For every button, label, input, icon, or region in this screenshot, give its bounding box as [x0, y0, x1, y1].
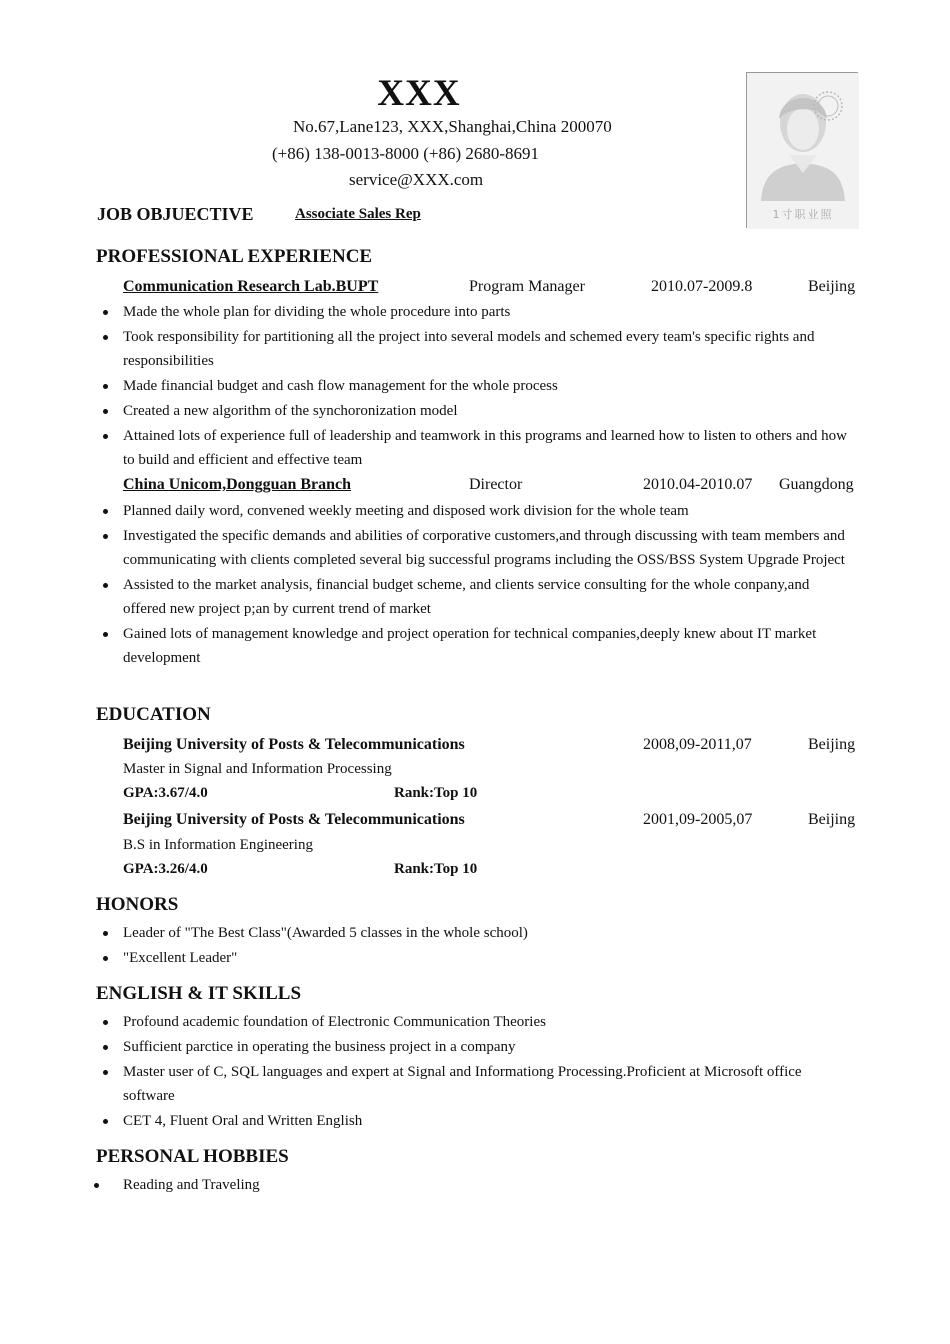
candidate-name: XXX: [377, 73, 461, 114]
address: No.67,Lane123, XXX,Shanghai,China 200070: [293, 117, 612, 136]
education-row: [0, 736, 950, 758]
skills-list: [103, 1010, 853, 1134]
education-row: [0, 811, 950, 833]
edu-place: Beijing: [808, 811, 856, 828]
job-row: [0, 278, 950, 300]
honors-heading: HONORS: [96, 894, 179, 915]
objective-heading: JOB OBJUECTIVE: [97, 204, 254, 224]
list-item: Leader of "The Best Class"(Awarded 5 classes in the whole school): [103, 921, 853, 945]
honors-list: [103, 921, 853, 971]
phone-numbers: (+86) 138-0013-8000 (+86) 2680-8691: [272, 144, 540, 163]
job-place: Guangdong: [779, 476, 854, 493]
hobbies-list: [94, 1173, 844, 1198]
objective-value: Associate Sales Rep: [295, 206, 421, 222]
list-item: Assisted to the market analysis, financial budget scheme, and clients service consulting for the whole conpany,and offered new project p;an by current trend of market: [103, 573, 853, 621]
job-dates: 2010.07-2009.8: [651, 278, 753, 295]
hobbies-heading: PERSONAL HOBBIES: [96, 1146, 289, 1167]
gpa: GPA:3.67/4.0: [123, 785, 208, 801]
edu-dates: 2001,09-2005,07: [643, 811, 753, 828]
job-role: Director: [469, 476, 523, 493]
school-name: Beijing University of Posts & Telecommunications: [123, 736, 465, 753]
job-bullets: [103, 300, 853, 473]
list-item: Sufficient parctice in operating the business project in a company: [103, 1035, 853, 1059]
gpa: GPA:3.26/4.0: [123, 861, 208, 877]
job-row: [0, 476, 950, 498]
list-item: Gained lots of management knowledge and project operation for technical companies,deeply knew about IT market development: [103, 622, 853, 670]
edu-place: Beijing: [808, 736, 856, 753]
list-item: "Excellent Leader": [103, 946, 853, 970]
edu-dates: 2008,09-2011,07: [643, 736, 752, 753]
list-item: Took responsibility for partitioning all the project into several models and schemed every team's specific rights and responsibilities: [103, 325, 853, 373]
list-item: Made the whole plan for dividing the whole procedure into parts: [103, 300, 853, 324]
list-item: Planned daily word, convened weekly meeting and disposed work division for the whole team: [103, 499, 853, 523]
list-item: Attained lots of experience full of leadership and teamwork in this programs and learned how to listen to others and how to build and efficient and effective team: [103, 424, 853, 472]
list-item: Made financial budget and cash flow management for the whole process: [103, 374, 853, 398]
rank: Rank:Top 10: [394, 861, 478, 877]
experience-heading: PROFESSIONAL EXPERIENCE: [96, 246, 373, 267]
email: service@XXX.com: [349, 170, 484, 189]
skills-heading: ENGLISH & IT SKILLS: [96, 983, 302, 1004]
degree: B.S in Information Engineering: [123, 837, 313, 853]
list-item: Master user of C, SQL languages and expert at Signal and Informationg Processing.Proficient at Microsoft office software: [103, 1060, 853, 1108]
job-dates: 2010.04-2010.07: [643, 476, 753, 493]
job-role: Program Manager: [469, 278, 585, 295]
education-heading: EDUCATION: [96, 704, 211, 725]
degree: Master in Signal and Information Processing: [123, 761, 392, 777]
list-item: Profound academic foundation of Electronic Communication Theories: [103, 1010, 853, 1034]
school-name: Beijing University of Posts & Telecommunications: [123, 811, 465, 828]
photo-placeholder: [746, 72, 858, 228]
rank: Rank:Top 10: [394, 785, 478, 801]
job-org: Communication Research Lab.BUPT: [123, 278, 379, 295]
job-org: China Unicom,Dongguan Branch: [123, 476, 352, 493]
job-place: Beijing: [808, 278, 856, 295]
list-item: Investigated the specific demands and abilities of corporative customers,and through discussing with team members and communicating with clients completed several big successful programs including the OSS/BSS System Upgrade Project: [103, 524, 853, 572]
job-bullets: [103, 499, 853, 671]
list-item: Reading and Traveling: [94, 1173, 844, 1197]
list-item: CET 4, Fluent Oral and Written English: [103, 1109, 853, 1133]
photo-caption: 1寸职业照: [772, 208, 834, 221]
list-item: Created a new algorithm of the synchoronization model: [103, 399, 853, 423]
